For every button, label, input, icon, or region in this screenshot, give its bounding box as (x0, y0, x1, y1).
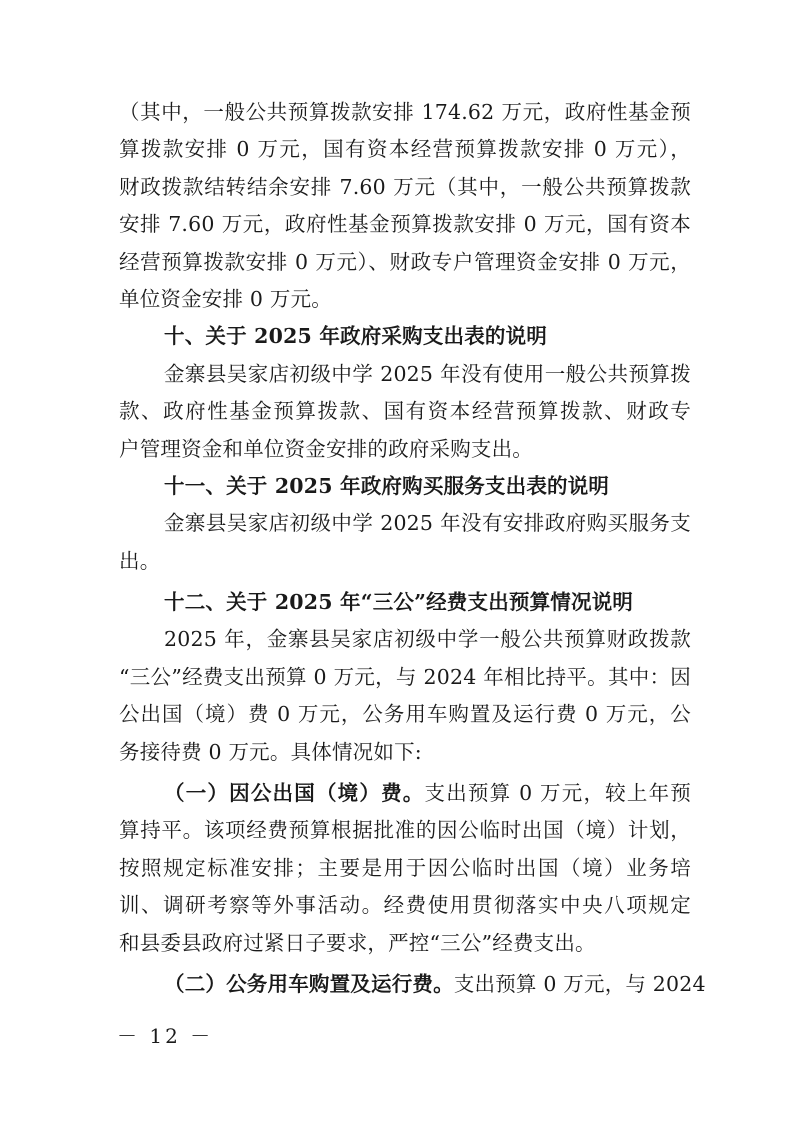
body-line: 经营预算拨款安排 0 万元）、财政专户管理资金安排 0 万元， (119, 249, 691, 274)
subsection-2-line (119, 966, 706, 1003)
body-line: 款、政府性基金预算拨款、国有资本经营预算拨款、财政专 (119, 399, 691, 424)
body-line: 财政拨款结转结余安排 7.60 万元（其中，一般公共预算拨款 (119, 174, 691, 199)
subsection-1-title: （一）因公出国（境）费。 (164, 781, 425, 806)
section-heading-10: 十、关于 2025 年政府采购支出表的说明 (164, 324, 548, 349)
body-line: 安排 7.60 万元，政府性基金预算拨款安排 0 万元，国有资本 (119, 212, 691, 237)
body-line: 算拨款安排 0 万元，国有资本经营预算拨款安排 0 万元）， (119, 137, 691, 162)
body-line: 和县委县政府过紧日子要求，严控“三公”经费支出。 (119, 930, 596, 955)
body-line: 务接待费 0 万元。具体情况如下: (119, 739, 422, 764)
subsection-2-text: 支出预算 0 万元，与 2024 (453, 971, 706, 996)
body-line: 金寨县吴家店初级中学 2025 年没有使用一般公共预算拨 (164, 361, 691, 386)
document-body (119, 94, 706, 1003)
body-line: 户管理资金和单位资金安排的政府采购支出。 (119, 436, 533, 461)
subsection-1-line (119, 775, 691, 812)
subsection-1-text: 支出预算 0 万元，较上年预 (424, 781, 691, 806)
body-line: 算持平。该项经费预算根据批准的因公临时出国（境）计划， (119, 818, 691, 843)
page-number: － 12 － (117, 1024, 214, 1048)
body-line: 出。 (119, 548, 161, 573)
body-line: 2025 年，金寨县吴家店初级中学一般公共预算财政拨款 (164, 627, 691, 652)
body-line: 公出国（境）费 0 万元，公务用车购置及运行费 0 万元，公 (119, 702, 691, 727)
body-line: 金寨县吴家店初级中学 2025 年没有安排政府购买服务支 (164, 511, 691, 536)
body-line: 按照规定标准安排；主要是用于因公临时出国（境）业务培 (119, 855, 691, 880)
subsection-2-title: （二）公务用车购置及运行费。 (164, 971, 454, 996)
body-line: “三公”经费支出预算 0 万元，与 2024 年相比持平。其中：因 (119, 664, 691, 689)
body-line: （其中，一般公共预算拨款安排 174.62 万元，政府性基金预 (119, 100, 691, 124)
section-heading-12: 十二、关于 2025 年“三公”经费支出预算情况说明 (164, 590, 634, 615)
body-line: 单位资金安排 0 万元。 (119, 286, 332, 311)
body-line: 训、调研考察等外事活动。经费使用贯彻落实中央八项规定 (119, 893, 691, 918)
section-heading-11: 十一、关于 2025 年政府购买服务支出表的说明 (164, 473, 610, 498)
